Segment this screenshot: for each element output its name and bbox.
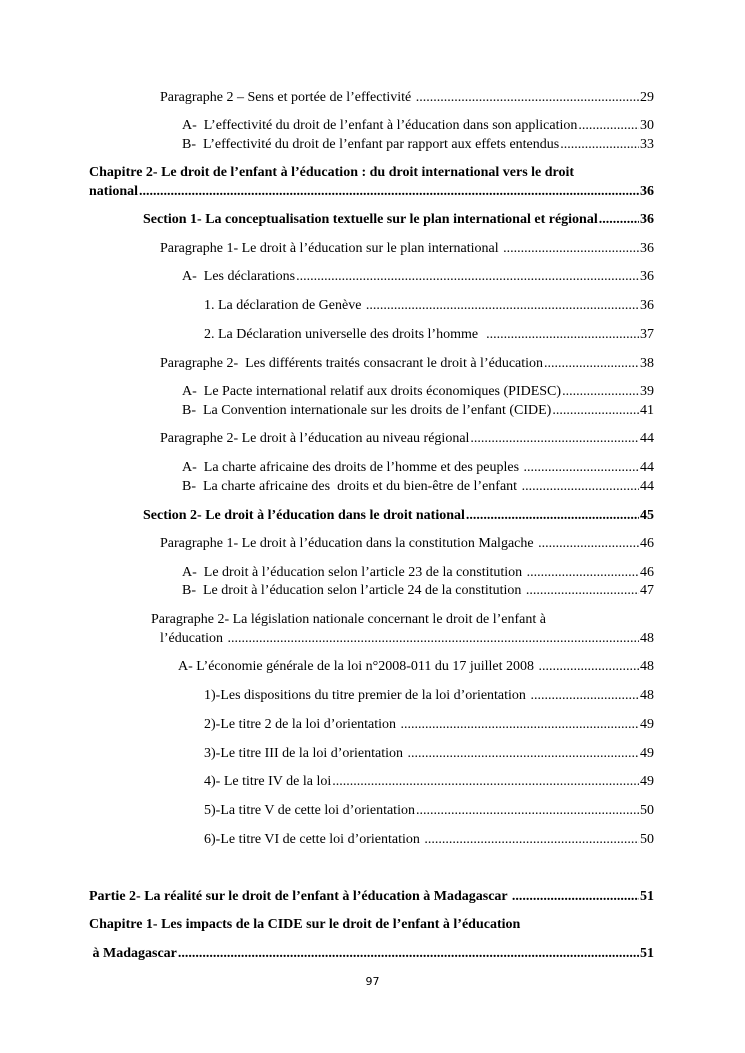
dot-leader	[296, 268, 639, 285]
dot-leader	[366, 297, 639, 314]
dot-leader	[527, 564, 639, 581]
dot-leader	[466, 507, 639, 524]
toc-entry: 3)-Le titre III de la loi d’orientation ..... 49	[204, 745, 654, 762]
dot-leader	[178, 945, 639, 962]
dot-leader	[560, 136, 639, 153]
dot-leader	[552, 402, 639, 419]
toc-entry: B- Le droit à l’éducation selon l’article 24 de la constitution ..... 47	[182, 582, 654, 599]
toc-entry: 2)-Le titre 2 de la loi d’orientation ..... 49	[204, 716, 654, 733]
toc-entry: 5)-La titre V de cette loi d’orientation ..... 50	[204, 802, 654, 819]
toc-entry: Section 1- La conceptualisation textuelle sur le plan international et régional ..... 36	[143, 211, 654, 228]
toc-entry: 4)- Le titre IV de la loi ..... 49	[204, 773, 654, 790]
toc-entry: Section 2- Le droit à l’éducation dans le droit national ..... 45	[143, 507, 654, 524]
toc-entry: 1. La déclaration de Genève ..... 36	[204, 297, 654, 314]
toc-heading: Chapitre 1- Les impacts de la CIDE sur le droit de l’enfant à l’éducation	[89, 917, 521, 932]
dot-leader	[503, 240, 639, 257]
dot-leader	[470, 430, 639, 447]
dot-leader	[424, 831, 639, 848]
toc-entry: national ..... 36	[89, 183, 654, 200]
page-number: 97	[365, 975, 380, 988]
toc-entry: 1)-Les dispositions du titre premier de la loi d’orientation ..... 48	[204, 687, 654, 704]
toc-entry: B- La Convention internationale sur les droits de l’enfant (CIDE) ..... 41	[182, 402, 654, 419]
dot-leader	[544, 355, 639, 372]
toc-entry: A- La charte africaine des droits de l’homme et des peuples ..... 44	[182, 459, 654, 476]
dot-leader	[332, 773, 639, 790]
dot-leader	[408, 745, 639, 762]
dot-leader	[599, 211, 639, 228]
dot-leader	[522, 478, 639, 495]
toc-entry: Partie 2- La réalité sur le droit de l’enfant à l’éducation à Madagascar ..... 51	[89, 888, 654, 905]
dot-leader	[524, 459, 639, 476]
toc-entry: A- L’économie générale de la loi n°2008-011 du 17 juillet 2008 ..... 48	[178, 658, 654, 675]
toc-entry: Paragraphe 1- Le droit à l’éducation dans la constitution Malgache ..... 46	[160, 535, 654, 552]
dot-leader	[578, 117, 639, 134]
dot-leader	[512, 888, 639, 905]
dot-leader	[538, 535, 639, 552]
toc-heading: Chapitre 2- Le droit de l’enfant à l’éducation : du droit international vers le droit	[89, 165, 575, 180]
toc-entry: A- Le droit à l’éducation selon l’article 23 de la constitution ..... 46	[182, 564, 654, 581]
dot-leader	[486, 326, 639, 343]
toc-entry: 2. La Déclaration universelle des droits l’homme ..... 37	[204, 326, 654, 343]
toc-entry: B- L’effectivité du droit de l’enfant par rapport aux effets entendus ..... 33	[182, 136, 654, 153]
toc-entry: à Madagascar ..... 51	[89, 945, 654, 962]
dot-leader	[562, 383, 639, 400]
toc-entry: A- L’effectivité du droit de l’enfant à l’éducation dans son application ..... 30	[182, 117, 654, 134]
dot-leader	[227, 630, 639, 647]
toc-entry: B- La charte africaine des droits et du bien-être de l’enfant ..... 44	[182, 478, 654, 495]
toc-heading: Paragraphe 2- La législation nationale concernant le droit de l’enfant à	[151, 612, 546, 627]
dot-leader	[416, 802, 639, 819]
toc-entry: A- Les déclarations ..... 36	[182, 268, 654, 285]
toc-entry: 6)-Le titre VI de cette loi d’orientation ..... 50	[204, 831, 654, 848]
toc-entry: Paragraphe 1- Le droit à l’éducation sur le plan international ..... 36	[160, 240, 654, 257]
dot-leader	[416, 89, 639, 106]
toc-entry: l’éducation ..... 48	[160, 630, 654, 647]
toc-entry: A- Le Pacte international relatif aux droits économiques (PIDESC) ..... 39	[182, 383, 654, 400]
dot-leader	[526, 582, 639, 599]
toc-entry: Paragraphe 2- Les différents traités consacrant le droit à l’éducation ..... 38	[160, 355, 654, 372]
toc-entry: Paragraphe 2 – Sens et portée de l’effectivité ..... 29	[160, 89, 654, 106]
dot-leader	[139, 183, 639, 200]
toc-entry: Paragraphe 2- Le droit à l’éducation au niveau régional ..... 44	[160, 430, 654, 447]
dot-leader	[401, 716, 639, 733]
dot-leader	[530, 687, 639, 704]
dot-leader	[539, 658, 639, 675]
